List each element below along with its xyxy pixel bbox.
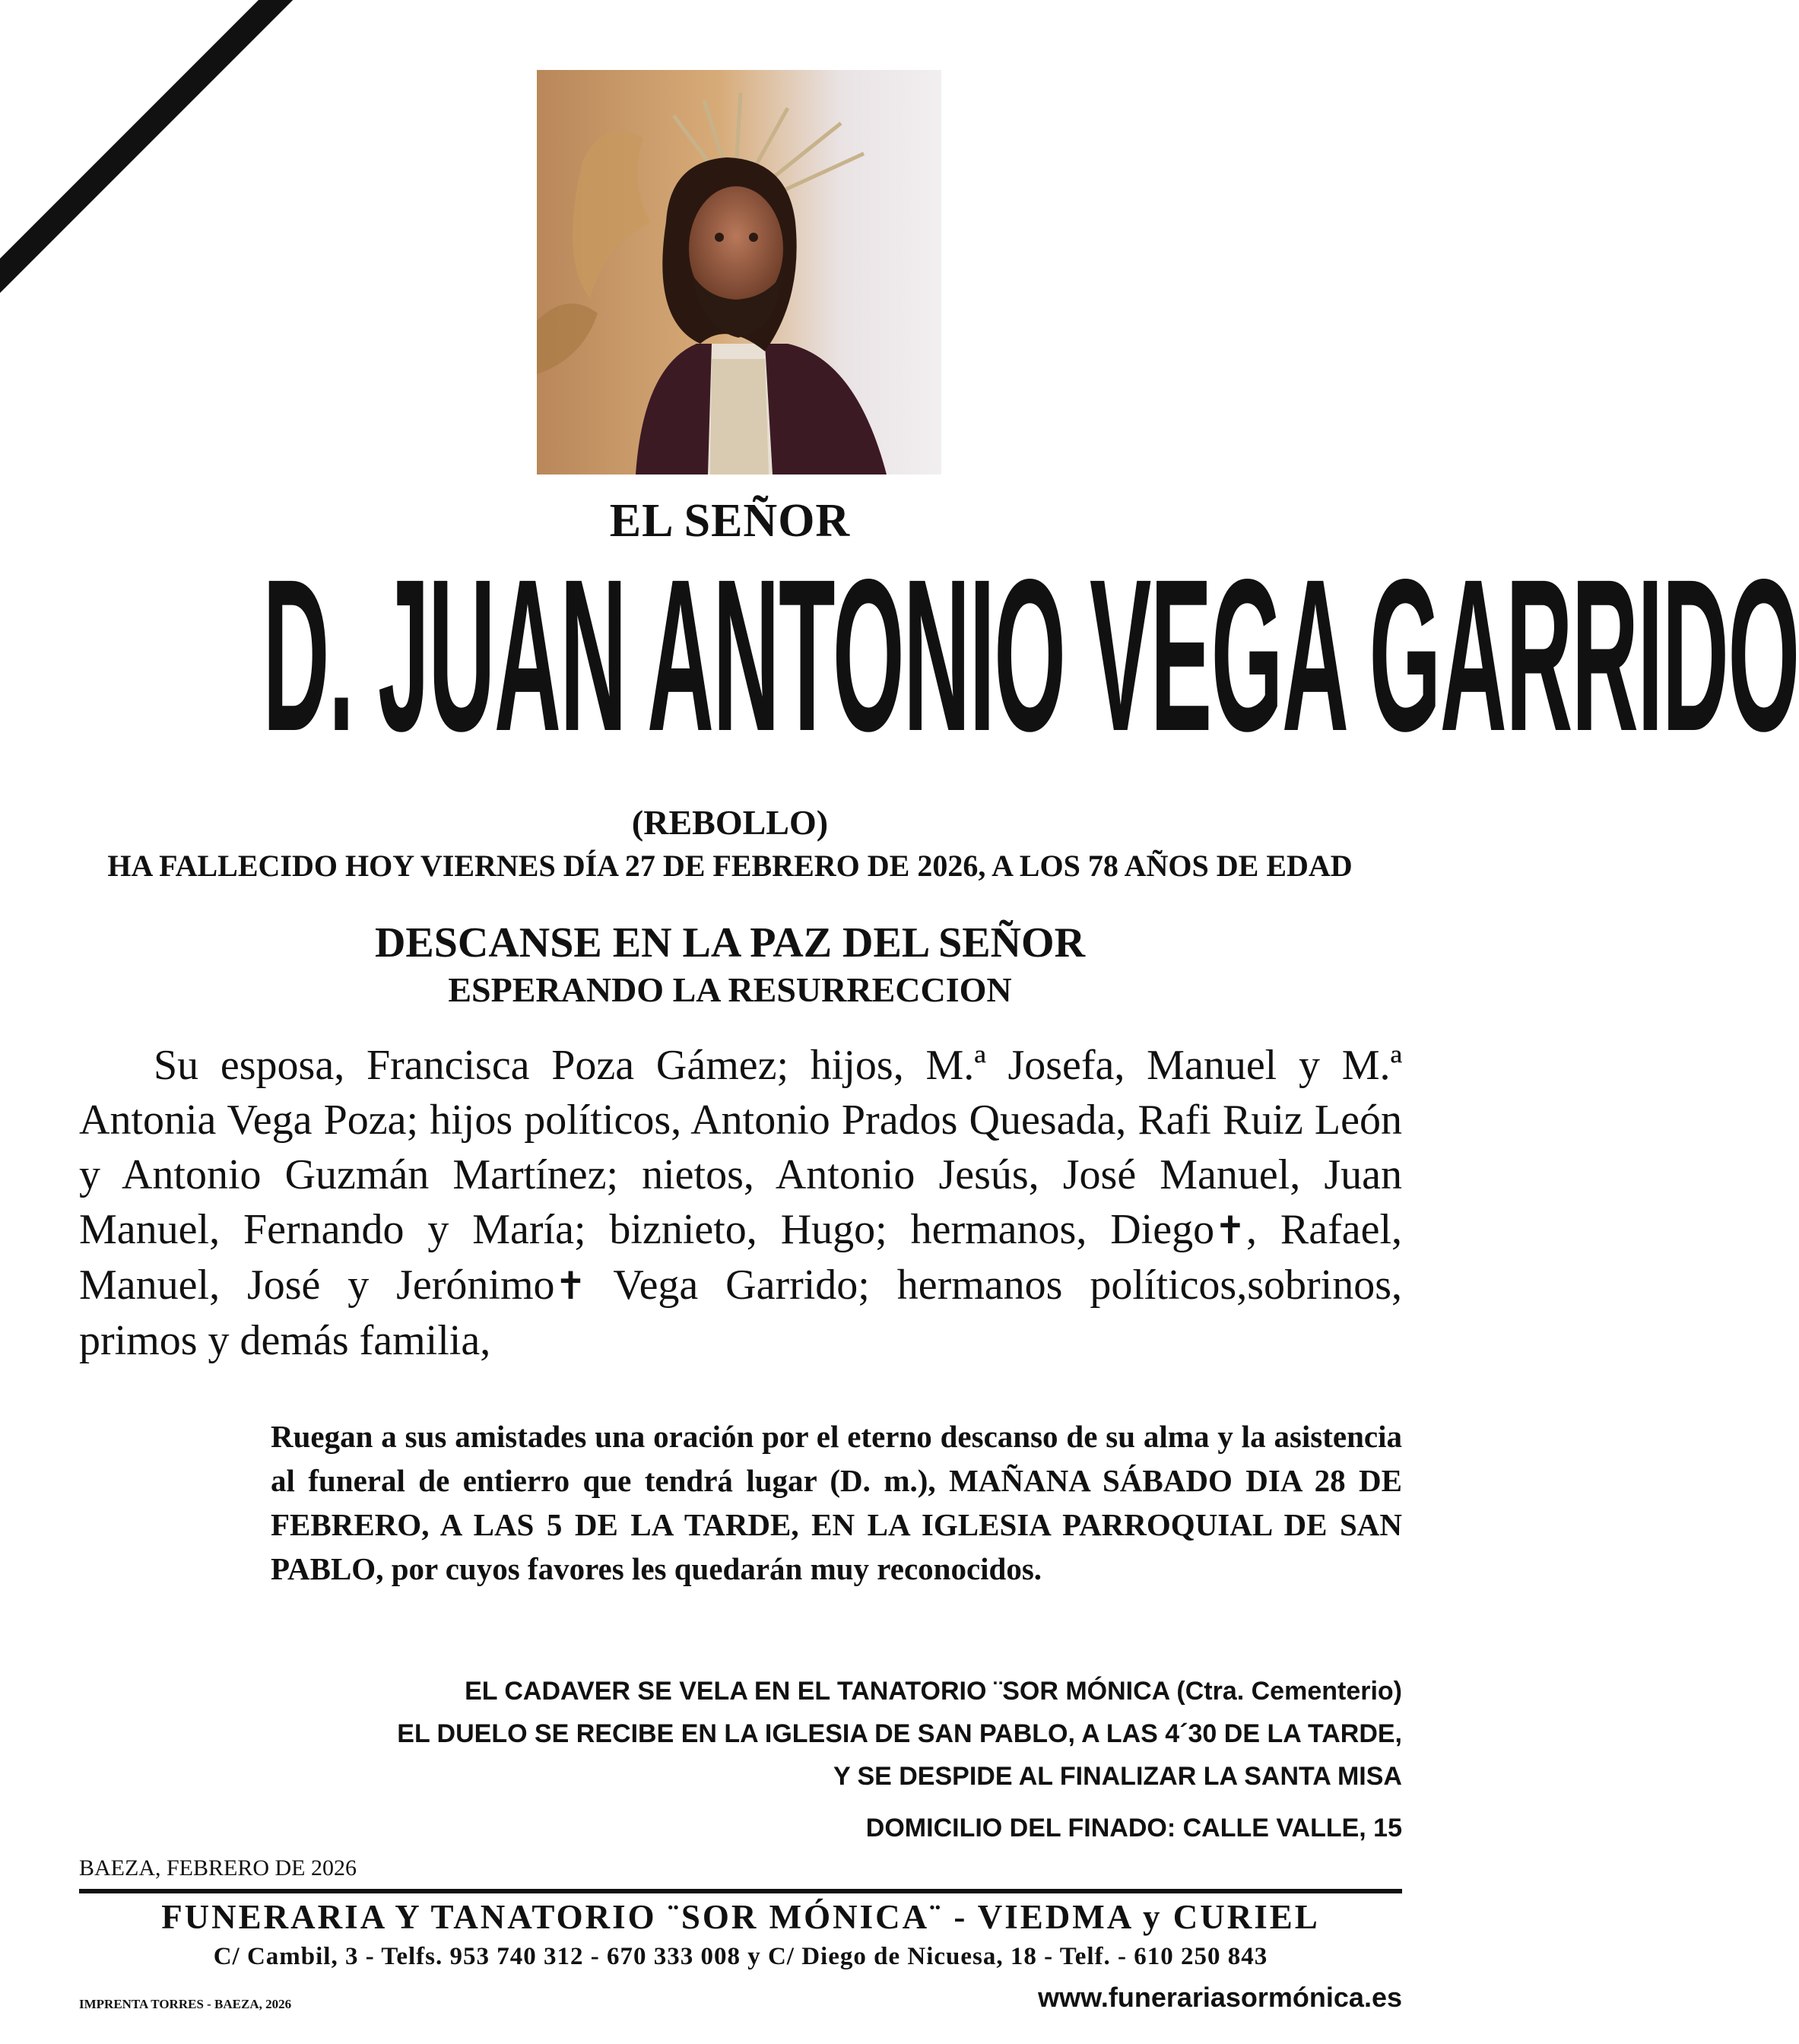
footer-divider	[79, 1889, 1402, 1893]
wake-location: EL CADAVER SE VELA EN EL TANATORIO ¨SOR MÓNICA (Ctra. Cementerio)	[465, 1677, 1402, 1706]
salutation: EL SEÑOR	[609, 495, 851, 547]
home-address: DOMICILIO DEL FINADO: CALLE VALLE, 15	[865, 1814, 1402, 1842]
condolences-info: EL DUELO SE RECIBE EN LA IGLESIA DE SAN PABLO, A LAS 4´30 DE LA TARDE,	[397, 1719, 1402, 1748]
mourning-ribbon	[0, 0, 605, 306]
rest-in-peace-line: DESCANSE EN LA PAZ DEL SEÑOR	[374, 919, 1086, 966]
death-announcement: HA FALLECIDO HOY VIERNES DÍA 27 DE FEBRERO DE 2026, A LOS 78 AÑOS DE EDAD	[107, 849, 1353, 883]
funeral-invitation	[271, 1414, 1402, 1591]
invitation-service-details: MAÑANA SÁBADO DIA 28 DE FEBRERO, A LAS 5 DE LA TARDE, EN LA IGLESIA PARROQUIAL DE SAN PABLO,	[271, 1463, 1402, 1586]
cross-icon: ✝	[554, 1264, 587, 1308]
family-text-3: Vega Garrido; hermanos políticos,sobrinos, primos y demás familia,	[79, 1262, 1403, 1364]
website-link[interactable]: www.funerariasormónica.es	[1038, 1982, 1402, 2013]
religious-portrait	[537, 70, 941, 474]
invitation-text-3: por cuyos favores les quedarán muy reconocidos.	[383, 1551, 1042, 1586]
farewell-info: Y SE DESPIDE AL FINALIZAR LA SANTA MISA	[833, 1762, 1402, 1791]
resurrection-line: ESPERANDO LA RESURRECCION	[448, 970, 1012, 1009]
family-text-1: Su esposa, Francisca Poza Gámez; hijos, M.ª Josefa, Manuel y M.ª Antonia Vega Poza; hijos políticos, Antonio Prados Quesada, Rafi Ruiz León y Antonio Guzmán Martínez; nietos, Antonio Jesús, José Manuel, Juan Manuel, Fernando y María; biznieto, Hugo; hermanos, Diego	[79, 1042, 1402, 1253]
printer-credit: IMPRENTA TORRES - BAEZA, 2026	[79, 1997, 292, 2011]
funeral-home-name: FUNERARIA Y TANATORIO ¨SOR MÓNICA¨ - VIEDMA y CURIEL	[161, 1898, 1320, 1936]
invitation-text-1: Ruegan a sus amistades una oración por el eterno descanso de su alma y la asistencia al funeral de entierro que tendrá lugar (D. m.),	[271, 1419, 1402, 1498]
cross-icon: ✝	[1214, 1208, 1246, 1252]
nickname: (REBOLLO)	[631, 803, 829, 842]
deceased-name: D. JUAN ANTONIO VEGA GARRIDO	[262, 535, 1799, 777]
family-paragraph	[79, 1038, 1402, 1368]
funeral-home-contact: C/ Cambil, 3 - Telfs. 953 740 312 - 670 333 008 y C/ Diego de Nicuesa, 18 - Telf. - 610 250 843	[213, 1943, 1268, 1970]
family-text-2: , Rafael, Manuel, José y Jerónimo	[79, 1206, 1403, 1309]
place-date: BAEZA, FEBRERO DE 2026	[79, 1855, 357, 1881]
service-details	[262, 1670, 1402, 1849]
